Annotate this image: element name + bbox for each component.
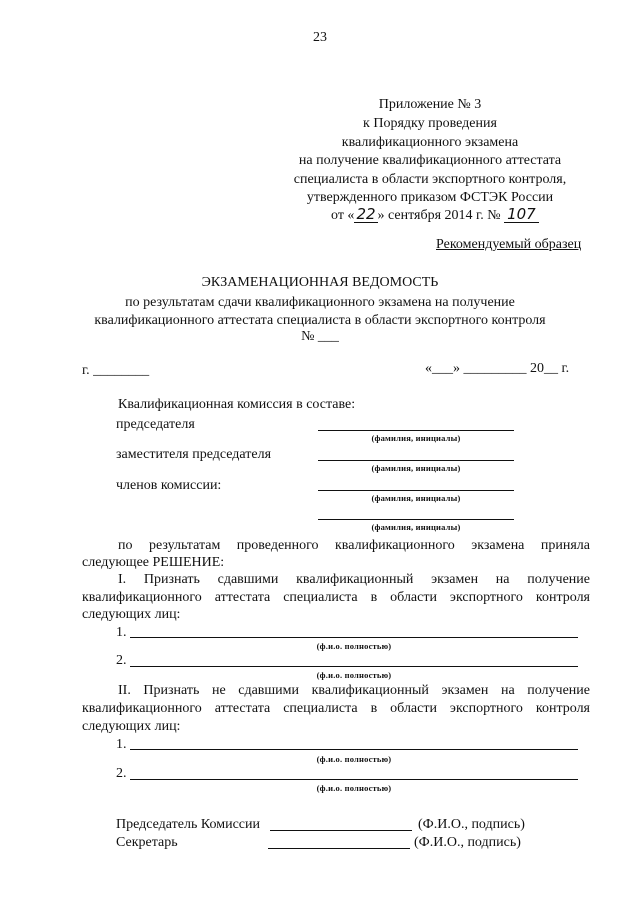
failed-text: квалификационного аттестата специалиста в области экспортного контроля	[82, 701, 590, 716]
secretary-label: Секретарь	[116, 835, 178, 850]
name-hint: (фамилия, инициалы)	[371, 493, 461, 503]
date-suffix: » сентября 2014 г. №	[377, 208, 501, 223]
passed-text: следующих лиц:	[82, 607, 181, 622]
handwritten-day: 22	[356, 205, 376, 223]
item-number: 1.	[116, 737, 127, 752]
chair-name-line	[318, 430, 514, 431]
fio-hint: (ф.и.о. полностью)	[316, 641, 392, 651]
deputy-name-line	[318, 460, 514, 461]
handwritten-order-number: 107	[504, 206, 539, 223]
name-hint: (фамилия, инициалы)	[371, 463, 461, 473]
decision-heading: следующее РЕШЕНИЕ:	[82, 555, 225, 570]
name-hint: (фамилия, инициалы)	[371, 522, 461, 532]
page-number: 23	[313, 30, 327, 45]
chair-signature-line	[270, 830, 412, 831]
fio-hint: (ф.и.о. полностью)	[316, 670, 392, 680]
passed-text: I. Признать сдавшими квалификационный экзамен на получение	[118, 572, 590, 587]
title-subline: по результатам сдачи квалификационного экзамена на получение	[125, 295, 515, 310]
failed-text: II. Признать не сдавшими квалификационный экзамен на получение	[118, 683, 590, 698]
document-title: ЭКЗАМЕНАЦИОННАЯ ВЕДОМОСТЬ	[201, 275, 439, 290]
chair-signature-label: Председатель Комиссии	[116, 817, 260, 832]
sign-hint: (Ф.И.О., подпись)	[414, 835, 521, 850]
chair-label: председателя	[116, 417, 195, 432]
sample-label: Рекомендуемый образец	[436, 237, 582, 252]
fio-line	[130, 637, 578, 638]
appendix-line: утвержденного приказом ФСТЭК России	[306, 190, 554, 205]
item-number: 1.	[116, 625, 127, 640]
secretary-signature-line	[268, 848, 410, 849]
decision-intro: по результатам проведенного квалификационного экзамена приняла	[118, 538, 590, 553]
fio-hint: (ф.и.о. полностью)	[316, 754, 392, 764]
appendix-line: квалификационного экзамена	[341, 135, 519, 150]
name-hint: (фамилия, инициалы)	[371, 433, 461, 443]
sign-hint: (Ф.И.О., подпись)	[418, 817, 525, 832]
fio-hint: (ф.и.о. полностью)	[316, 783, 392, 793]
passed-text: квалификационного аттестата специалиста в области экспортного контроля	[82, 590, 590, 605]
fio-line	[130, 749, 578, 750]
deputy-label: заместителя председателя	[116, 447, 272, 462]
appendix-date-line	[331, 206, 539, 224]
fio-line	[130, 779, 578, 780]
failed-text: следующих лиц:	[82, 719, 181, 734]
title-subline: квалификационного аттестата специалиста в области экспортного контроля	[94, 313, 546, 328]
appendix-line: к Порядку проведения	[363, 116, 497, 131]
commission-intro: Квалификационная комиссия в составе:	[118, 397, 356, 412]
appendix-line: специалиста в области экспортного контроля,	[293, 172, 567, 187]
appendix-line: Приложение № 3	[378, 97, 482, 112]
date-prefix: от «	[331, 208, 355, 223]
appendix-line: на получение квалификационного аттестата	[298, 153, 562, 168]
item-number: 2.	[116, 653, 127, 668]
place-field: г. ________	[82, 363, 150, 378]
member-name-line	[318, 519, 514, 520]
statement-number: № ___	[301, 329, 339, 344]
fio-line	[130, 666, 578, 667]
date-field: «___» _________ 20__ г.	[425, 361, 570, 376]
item-number: 2.	[116, 766, 127, 781]
member-name-line	[318, 490, 514, 491]
members-label: членов комиссии:	[116, 478, 222, 493]
